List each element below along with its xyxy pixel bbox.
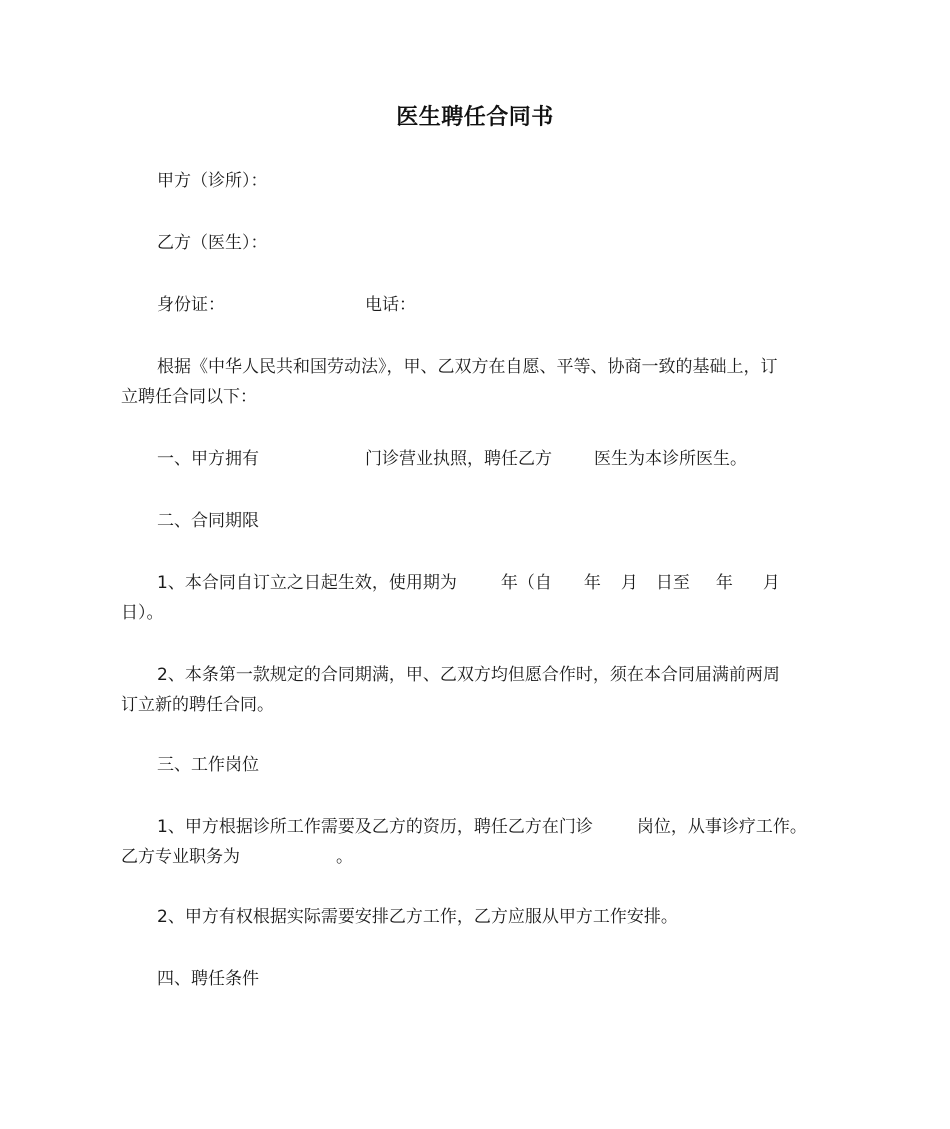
section-4-title: 四、聘任条件 xyxy=(157,969,259,989)
section-2-title: 二、合同期限 xyxy=(157,511,259,531)
section-3-heading xyxy=(121,750,869,780)
s3-item1-text-b: 岗位，从事诊疗工作。 xyxy=(636,817,807,837)
s2-item2-line-2: 订立新的聘任合同。 xyxy=(121,695,274,715)
s3-item1-text-a: 1、甲方根据诊所工作需要及乙方的资历，聘任乙方在门诊 xyxy=(157,817,593,837)
s3-item1-line-1 xyxy=(121,812,833,842)
s2-item1-text-g: 月 xyxy=(762,573,780,593)
section-2-item-1 xyxy=(121,568,833,628)
s2-item1-line-2: 日）。 xyxy=(121,603,164,623)
s2-item1-line-1 xyxy=(121,568,833,598)
clause-1-text-b: 门诊营业执照，聘任乙方 xyxy=(365,449,552,469)
s2-item1-text-c: 年 xyxy=(583,573,601,593)
s2-item1-text-a: 1、本合同自订立之日起生效，使用期为 xyxy=(157,573,457,593)
s2-item2-line-1: 2、本条第一款规定的合同期满，甲、乙双方均但愿合作时，须在本合同届满前两周 xyxy=(157,665,780,685)
party-b-line xyxy=(121,228,869,258)
s3-item1-text-c: 乙方专业职务为 xyxy=(121,847,240,867)
preamble-paragraph xyxy=(121,352,833,412)
s3-item1-line-2 xyxy=(121,842,833,872)
clause-1-line xyxy=(121,444,869,474)
section-2-item-2 xyxy=(121,660,833,720)
id-phone-line xyxy=(121,290,869,320)
party-a-label: 甲方（诊所）： xyxy=(157,171,268,191)
id-label: 身份证： xyxy=(157,295,225,315)
section-3-item-1 xyxy=(121,812,833,872)
s3-item1-text-d: 。 xyxy=(336,847,353,867)
s2-item1-text-e: 日至 xyxy=(655,573,690,593)
s2-item1-text-f: 年 xyxy=(715,573,733,593)
section-2-heading xyxy=(121,506,869,536)
document-title: 医生聘任合同书 xyxy=(396,105,554,130)
party-b-label: 乙方（医生）： xyxy=(157,233,268,253)
phone-label: 电话： xyxy=(365,295,416,315)
preamble-line-1: 根据《中华人民共和国劳动法》，甲、乙双方在自愿、平等、协商一致的基础上，订 xyxy=(157,357,778,377)
section-3-item-2 xyxy=(121,902,869,932)
section-4-heading xyxy=(121,964,869,994)
s2-item1-text-d: 月 xyxy=(620,573,638,593)
party-a-line xyxy=(121,166,869,196)
s3-item2-text: 2、甲方有权根据实际需要安排乙方工作，乙方应服从甲方工作安排。 xyxy=(157,907,678,927)
clause-1-text-c: 医生为本诊所医生。 xyxy=(594,449,747,469)
clause-1-text-a: 一、甲方拥有 xyxy=(157,449,259,469)
section-3-title: 三、工作岗位 xyxy=(157,755,259,775)
s2-item1-text-b: 年（自 xyxy=(500,573,552,593)
preamble-line-2: 立聘任合同以下： xyxy=(121,387,257,407)
